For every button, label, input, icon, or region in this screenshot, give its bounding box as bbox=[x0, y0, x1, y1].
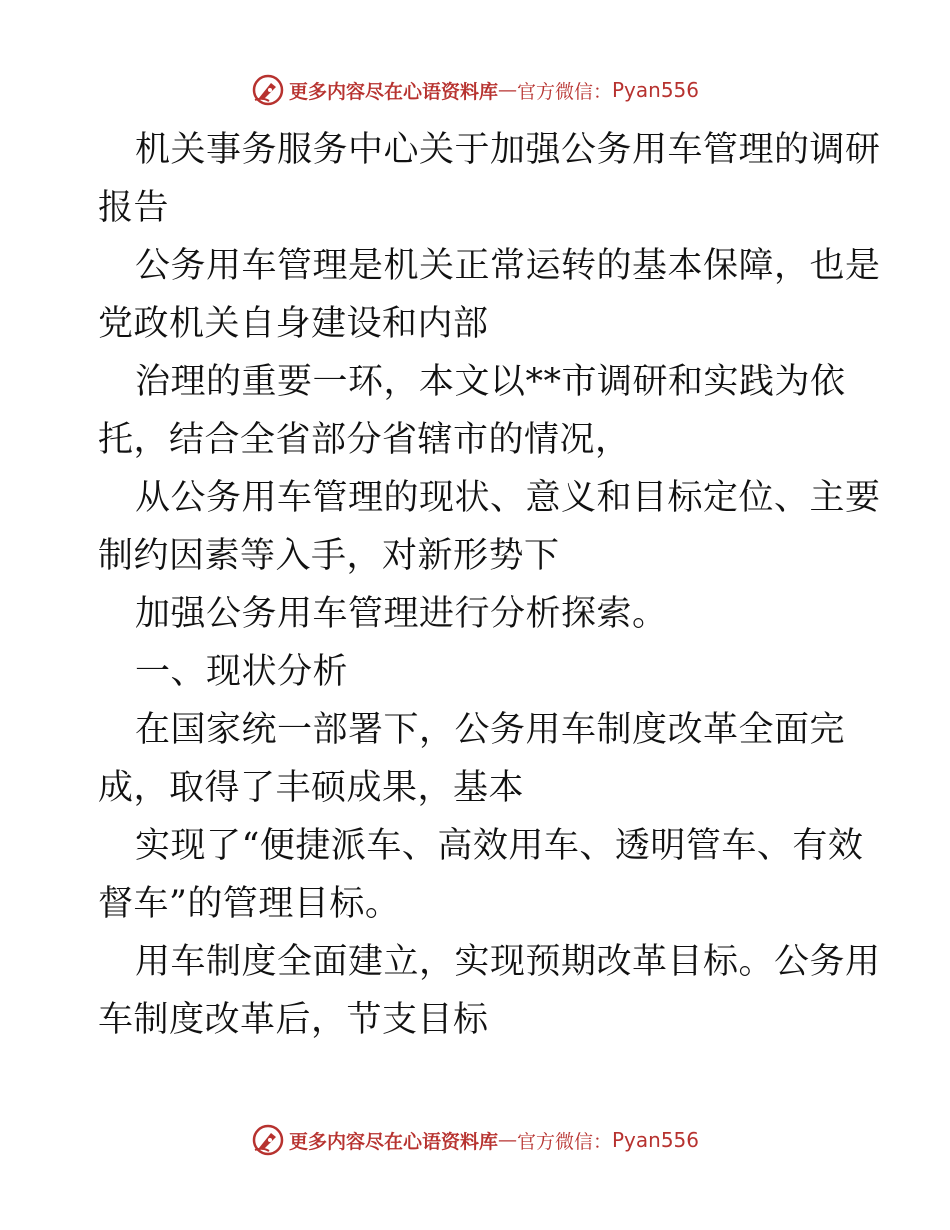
paragraph-line: 在国家统一部署下，公务用车制度改革全面完 bbox=[135, 710, 846, 750]
title-line-1: 机关事务服务中心关于加强公务用车管理的调研 bbox=[135, 130, 881, 170]
paragraph-line: 实现了“便捷派车、高效用车、透明管车、有效 bbox=[135, 826, 864, 866]
paragraph-line: 党政机关自身建设和内部 bbox=[98, 304, 489, 344]
paragraph-line: 治理的重要一环，本文以**市调研和实践为依 bbox=[135, 362, 846, 402]
document-body bbox=[98, 121, 881, 1049]
pen-nib-logo-icon bbox=[251, 73, 285, 107]
paragraph-line: 托，结合全省部分省辖市的情况， bbox=[98, 420, 631, 460]
watermark-text: 更多内容尽在心语资料库 bbox=[288, 80, 498, 103]
paragraph-line: 从公务用车管理的现状、意义和目标定位、主要 bbox=[135, 478, 881, 518]
section-heading: 一、现状分析 bbox=[135, 652, 349, 692]
paragraph-line: 成，取得了丰硕成果，基本 bbox=[98, 768, 525, 808]
watermark-official-label: 官方微信： bbox=[516, 80, 612, 103]
paragraph-line: 加强公务用车管理进行分析探索。 bbox=[135, 594, 668, 634]
watermark-separator: — bbox=[497, 1129, 517, 1151]
title-line-2: 报告 bbox=[98, 188, 170, 228]
watermark-text: 更多内容尽在心语资料库 bbox=[288, 1130, 498, 1153]
paragraph-line: 用车制度全面建立，实现预期改革目标。公务用 bbox=[135, 942, 881, 982]
header-watermark bbox=[0, 70, 950, 110]
paragraph-line: 公务用车管理是机关正常运转的基本保障，也是 bbox=[135, 246, 881, 286]
watermark-wechat-id: Pyan556 bbox=[612, 78, 700, 102]
watermark-wechat-id: Pyan556 bbox=[612, 1128, 700, 1152]
pen-nib-logo-icon bbox=[251, 1123, 285, 1157]
watermark-separator: — bbox=[497, 79, 517, 101]
paragraph-line: 制约因素等入手，对新形势下 bbox=[98, 536, 560, 576]
footer-watermark bbox=[0, 1120, 950, 1160]
watermark-official-label: 官方微信： bbox=[516, 1130, 612, 1153]
paragraph-line: 督车”的管理目标。 bbox=[98, 884, 401, 924]
paragraph-line: 车制度改革后，节支目标 bbox=[98, 1000, 489, 1040]
